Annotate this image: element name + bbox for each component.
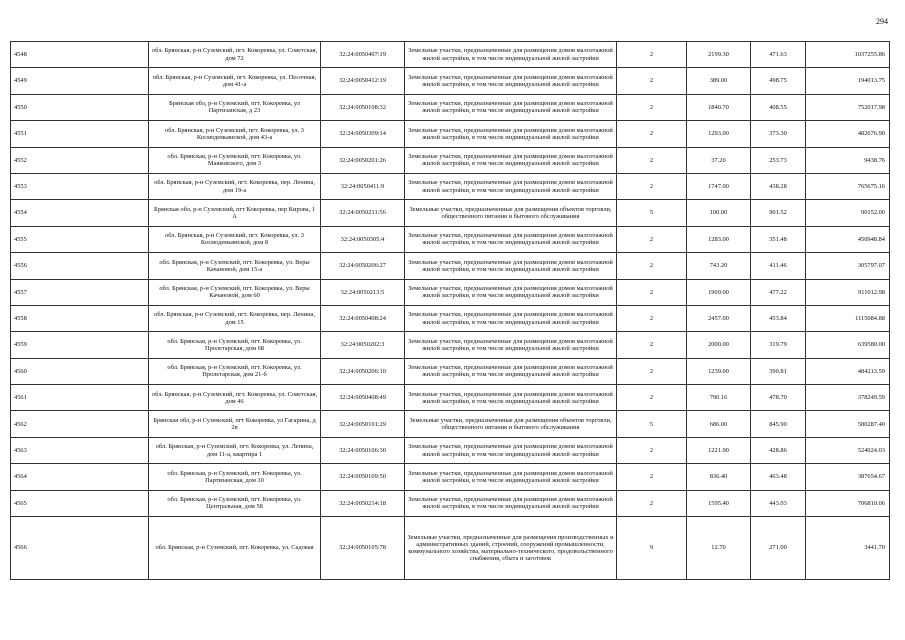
land-use-cell: Земельные участки, предназначенные для размещения домов малоэтажной жилой застройки, в том числе индивидуальной жилой застройки <box>405 147 617 173</box>
unit-value-cell: 351.48 <box>751 226 806 252</box>
row-number: 4562 <box>11 411 149 437</box>
address-cell: обл. Брянская, р-н Суземский, пгт. Кокоревка, ул. 3 Космодемьянской, дом 43-а <box>149 121 321 147</box>
address-cell: Брянская обл, р-н Суземский, пгт Кокоревка, ул Гагарина, д 2в <box>149 411 321 437</box>
unit-value-cell: 471.63 <box>751 42 806 68</box>
table-row <box>11 173 890 199</box>
cadastral-value-cell: 484213.59 <box>806 358 890 384</box>
row-number: 4560 <box>11 358 149 384</box>
area-cell: 1747.00 <box>687 173 751 199</box>
cadastral-number-cell: 32:24:0050411:9 <box>321 173 405 199</box>
table-row <box>11 253 890 279</box>
area-cell: 2457.00 <box>687 305 751 331</box>
area-cell: 686.00 <box>687 411 751 437</box>
land-use-cell: Земельные участки, предназначенные для размещения домов малоэтажной жилой застройки, в том числе индивидуальной жилой застройки <box>405 68 617 94</box>
cadastral-number-cell: 32:24:0050206:27 <box>321 253 405 279</box>
cadastral-number-cell: 32:24:0050408:24 <box>321 305 405 331</box>
unit-value-cell: 463.48 <box>751 464 806 490</box>
area-cell: 100.00 <box>687 200 751 226</box>
area-cell: 2199.30 <box>687 42 751 68</box>
zone-cell: 2 <box>617 464 687 490</box>
cadastral-number-cell: 32:24:0050201:26 <box>321 147 405 173</box>
unit-value-cell: 443.03 <box>751 490 806 516</box>
zone-cell: 2 <box>617 279 687 305</box>
land-use-cell: Земельные участки, предназначенные для размещения домов малоэтажной жилой застройки, в том числе индивидуальной жилой застройки <box>405 437 617 463</box>
unit-value-cell: 478.70 <box>751 385 806 411</box>
table-row <box>11 437 890 463</box>
zone-cell: 2 <box>617 147 687 173</box>
unit-value-cell: 845.90 <box>751 411 806 437</box>
address-cell: обл. Брянская, р-н Суземский, пгт. Кокоревка, ул. Советская, дом 46 <box>149 385 321 411</box>
land-use-cell: Земельные участки, предназначенные для размещения домов малоэтажной жилой застройки, в том числе индивидуальной жилой застройки <box>405 226 617 252</box>
land-use-cell: Земельные участки, предназначенные для размещения объектов торговли, общественного питания и бытового обслуживания <box>405 411 617 437</box>
cadastral-number-cell: 32:24:0050305:4 <box>321 226 405 252</box>
zone-cell: 2 <box>617 305 687 331</box>
zone-cell: 2 <box>617 121 687 147</box>
zone-cell: 5 <box>617 200 687 226</box>
zone-cell: 2 <box>617 490 687 516</box>
area-cell: 12.70 <box>687 517 751 580</box>
land-use-cell: Земельные участки, предназначенные для размещения домов малоэтажной жилой застройки, в том числе индивидуальной жилой застройки <box>405 173 617 199</box>
address-cell: обл. Брянская, р-н Суземский, пгт. Кокоревка, ул. 3 Космодемьянской, дом 8 <box>149 226 321 252</box>
land-use-cell: Земельные участки, предназначенные для размещения домов малоэтажной жилой застройки, в том числе индивидуальной жилой застройки <box>405 253 617 279</box>
area-cell: 389.00 <box>687 68 751 94</box>
address-cell: Брянская обл, р-н Суземский, пгт. Кокоревка, ул Партизанская, д 23 <box>149 94 321 120</box>
address-cell: обл. Брянская, р-н Суземский, пгт. Кокоревка, ул. Партизанская, дом 10 <box>149 464 321 490</box>
table-row <box>11 358 890 384</box>
table-row <box>11 517 890 580</box>
address-cell: Брянская обл, р-н Суземский, пгт Кокоревка, пер Кирова, 1 А <box>149 200 321 226</box>
row-number: 4564 <box>11 464 149 490</box>
table-row <box>11 490 890 516</box>
cadastral-value-cell: 752017.98 <box>806 94 890 120</box>
zone-cell: 2 <box>617 332 687 358</box>
row-number: 4555 <box>11 226 149 252</box>
cadastral-number-cell: 32:24:0050101:29 <box>321 411 405 437</box>
area-cell: 1293.00 <box>687 121 751 147</box>
unit-value-cell: 477.22 <box>751 279 806 305</box>
table-row <box>11 332 890 358</box>
row-number: 4559 <box>11 332 149 358</box>
land-use-cell: Земельные участки, предназначенные для размещения домов малоэтажной жилой застройки, в том числе индивидуальной жилой застройки <box>405 490 617 516</box>
table-row <box>11 94 890 120</box>
row-number: 4550 <box>11 94 149 120</box>
cadastral-value-cell: 911012.98 <box>806 279 890 305</box>
cadastral-value-cell: 706810.06 <box>806 490 890 516</box>
table-body <box>11 42 890 580</box>
zone-cell: 2 <box>617 385 687 411</box>
land-use-cell: Земельные участки, предназначенные для размещения производственных и административных зданий, строений, сооружений промышленности, коммунального хозяйства, материально-технического, продовольственного снабжения, сбыта и заготовок <box>405 517 617 580</box>
cadastral-value-cell: 387654.67 <box>806 464 890 490</box>
area-cell: 743.20 <box>687 253 751 279</box>
unit-value-cell: 271.00 <box>751 517 806 580</box>
land-use-cell: Земельные участки, предназначенные для размещения домов малоэтажной жилой застройки, в том числе индивидуальной жилой застройки <box>405 332 617 358</box>
row-number: 4548 <box>11 42 149 68</box>
land-use-cell: Земельные участки, предназначенные для размещения домов малоэтажной жилой застройки, в том числе индивидуальной жилой застройки <box>405 42 617 68</box>
unit-value-cell: 438.28 <box>751 173 806 199</box>
row-number: 4563 <box>11 437 149 463</box>
area-cell: 37.20 <box>687 147 751 173</box>
row-number: 4552 <box>11 147 149 173</box>
cadastral-number-cell: 32:24:0050407:19 <box>321 42 405 68</box>
address-cell: обл. Брянская, р-н Суземский, пгт. Кокоревка, ул. Маяковского, дом 3 <box>149 147 321 173</box>
address-cell: обл. Брянская, р-н Суземский, пгт. Кокоревка, ул. Садовая <box>149 517 321 580</box>
row-number: 4558 <box>11 305 149 331</box>
table-row <box>11 385 890 411</box>
land-use-cell: Земельные участки, предназначенные для размещения домов малоэтажной жилой застройки, в том числе индивидуальной жилой застройки <box>405 279 617 305</box>
cadastral-value-cell: 194013.75 <box>806 68 890 94</box>
cadastral-number-cell: 32:24:0050211:56 <box>321 200 405 226</box>
unit-value-cell: 253.73 <box>751 147 806 173</box>
land-use-cell: Земельные участки, предназначенные для размещения объектов торговли, общественного питания и бытового обслуживания <box>405 200 617 226</box>
row-number: 4557 <box>11 279 149 305</box>
cadastral-number-cell: 32:24:0050214:18 <box>321 490 405 516</box>
cadastral-number-cell: 32:24:0050408:49 <box>321 385 405 411</box>
address-cell: обл. Брянская, р-н Суземский, пгт. Кокоревка, ул. Пролетарская, дом 68 <box>149 332 321 358</box>
cadastral-number-cell: 32:24:0050309:14 <box>321 121 405 147</box>
table-row <box>11 411 890 437</box>
unit-value-cell: 319.79 <box>751 332 806 358</box>
area-cell: 790.16 <box>687 385 751 411</box>
land-use-cell: Земельные участки, предназначенные для размещения домов малоэтажной жилой застройки, в том числе индивидуальной жилой застройки <box>405 358 617 384</box>
land-use-cell: Земельные участки, предназначенные для размещения домов малоэтажной жилой застройки, в том числе индивидуальной жилой застройки <box>405 305 617 331</box>
cadastral-number-cell: 32:24:0050213:5 <box>321 279 405 305</box>
unit-value-cell: 453.84 <box>751 305 806 331</box>
row-number: 4549 <box>11 68 149 94</box>
cadastral-value-table <box>10 41 890 580</box>
unit-value-cell: 373.30 <box>751 121 806 147</box>
address-cell: обл. Брянская, р-н Суземский, пгт. Кокоревка, ул. Ленина, дом 11-а, квартира 1 <box>149 437 321 463</box>
cadastral-number-cell: 32:24:0050206:10 <box>321 358 405 384</box>
address-cell: обл. Брянская, р-н Суземский, пгт. Кокоревка, ул. Песочная, дом 41-а <box>149 68 321 94</box>
row-number: 4556 <box>11 253 149 279</box>
area-cell: 1239.00 <box>687 358 751 384</box>
cadastral-value-cell: 1115084.88 <box>806 305 890 331</box>
land-use-cell: Земельные участки, предназначенные для размещения домов малоэтажной жилой застройки, в том числе индивидуальной жилой застройки <box>405 385 617 411</box>
table-row <box>11 279 890 305</box>
table-row <box>11 42 890 68</box>
table-row <box>11 147 890 173</box>
row-number: 4553 <box>11 173 149 199</box>
address-cell: обл. Брянская, р-н Суземский, пгт. Кокоревка, ул. Советская, дом 72 <box>149 42 321 68</box>
row-number: 4561 <box>11 385 149 411</box>
zone-cell: 5 <box>617 411 687 437</box>
cadastral-value-cell: 305797.07 <box>806 253 890 279</box>
row-number: 4554 <box>11 200 149 226</box>
unit-value-cell: 408.55 <box>751 94 806 120</box>
row-number: 4551 <box>11 121 149 147</box>
cadastral-value-cell: 90152.00 <box>806 200 890 226</box>
table-row <box>11 226 890 252</box>
zone-cell: 2 <box>617 437 687 463</box>
cadastral-number-cell: 32:24:0050108:32 <box>321 94 405 120</box>
cadastral-number-cell: 32:24:0050105:78 <box>321 517 405 580</box>
cadastral-value-cell: 765675.16 <box>806 173 890 199</box>
cadastral-number-cell: 32:24:0050412:19 <box>321 68 405 94</box>
unit-value-cell: 498.75 <box>751 68 806 94</box>
cadastral-value-cell: 378249.59 <box>806 385 890 411</box>
area-cell: 1283.00 <box>687 226 751 252</box>
address-cell: обл. Брянская, р-н Суземский, пгт. Кокоревка, пер. Ленина, дом 15 <box>149 305 321 331</box>
area-cell: 1840.70 <box>687 94 751 120</box>
table-row <box>11 68 890 94</box>
unit-value-cell: 390.81 <box>751 358 806 384</box>
zone-cell: 9 <box>617 517 687 580</box>
zone-cell: 2 <box>617 173 687 199</box>
land-use-cell: Земельные участки, предназначенные для размещения домов малоэтажной жилой застройки, в том числе индивидуальной жилой застройки <box>405 464 617 490</box>
cadastral-number-cell: 32:24:0050202:3 <box>321 332 405 358</box>
address-cell: обл. Брянская, р-н Суземский, пгт. Кокоревка, ул. Веры Качановой, дом 15-а <box>149 253 321 279</box>
area-cell: 2000.00 <box>687 332 751 358</box>
zone-cell: 2 <box>617 42 687 68</box>
cadastral-number-cell: 32:24:0050109:50 <box>321 464 405 490</box>
unit-value-cell: 428.86 <box>751 437 806 463</box>
row-number: 4566 <box>11 517 149 580</box>
table-row <box>11 305 890 331</box>
address-cell: обл. Брянская, р-н Суземский, пгт. Кокоревка, пер. Ленина, дом 19-а <box>149 173 321 199</box>
zone-cell: 2 <box>617 358 687 384</box>
cadastral-value-cell: 1037255.86 <box>806 42 890 68</box>
area-cell: 1909.00 <box>687 279 751 305</box>
cadastral-value-cell: 482676.90 <box>806 121 890 147</box>
zone-cell: 2 <box>617 68 687 94</box>
table-row <box>11 121 890 147</box>
zone-cell: 2 <box>617 253 687 279</box>
cadastral-value-cell: 9438.76 <box>806 147 890 173</box>
row-number: 4565 <box>11 490 149 516</box>
table-row <box>11 200 890 226</box>
land-use-cell: Земельные участки, предназначенные для размещения домов малоэтажной жилой застройки, в том числе индивидуальной жилой застройки <box>405 94 617 120</box>
unit-value-cell: 411.46 <box>751 253 806 279</box>
area-cell: 1595.40 <box>687 490 751 516</box>
cadastral-value-cell: 450948.84 <box>806 226 890 252</box>
area-cell: 1221.90 <box>687 437 751 463</box>
address-cell: обл. Брянская, р-н Суземский, пгт. Кокоревка, ул. Центральная, дом 58 <box>149 490 321 516</box>
area-cell: 836.40 <box>687 464 751 490</box>
address-cell: обл. Брянская, р-н Суземский, пгт. Кокоревка, ул. Веры Качановой, дом 60 <box>149 279 321 305</box>
land-use-cell: Земельные участки, предназначенные для размещения домов малоэтажной жилой застройки, в том числе индивидуальной жилой застройки <box>405 121 617 147</box>
table-row <box>11 464 890 490</box>
cadastral-value-cell: 3441.70 <box>806 517 890 580</box>
zone-cell: 2 <box>617 226 687 252</box>
cadastral-number-cell: 32:24:0050106:30 <box>321 437 405 463</box>
address-cell: обл. Брянская, р-н Суземский, пгт. Кокоревка, ул. Пролетарская, дом 21-б <box>149 358 321 384</box>
cadastral-value-cell: 524024.03 <box>806 437 890 463</box>
unit-value-cell: 901.52 <box>751 200 806 226</box>
cadastral-value-cell: 639580.00 <box>806 332 890 358</box>
zone-cell: 2 <box>617 94 687 120</box>
page-number: 294 <box>876 17 888 26</box>
cadastral-value-cell: 580287.40 <box>806 411 890 437</box>
